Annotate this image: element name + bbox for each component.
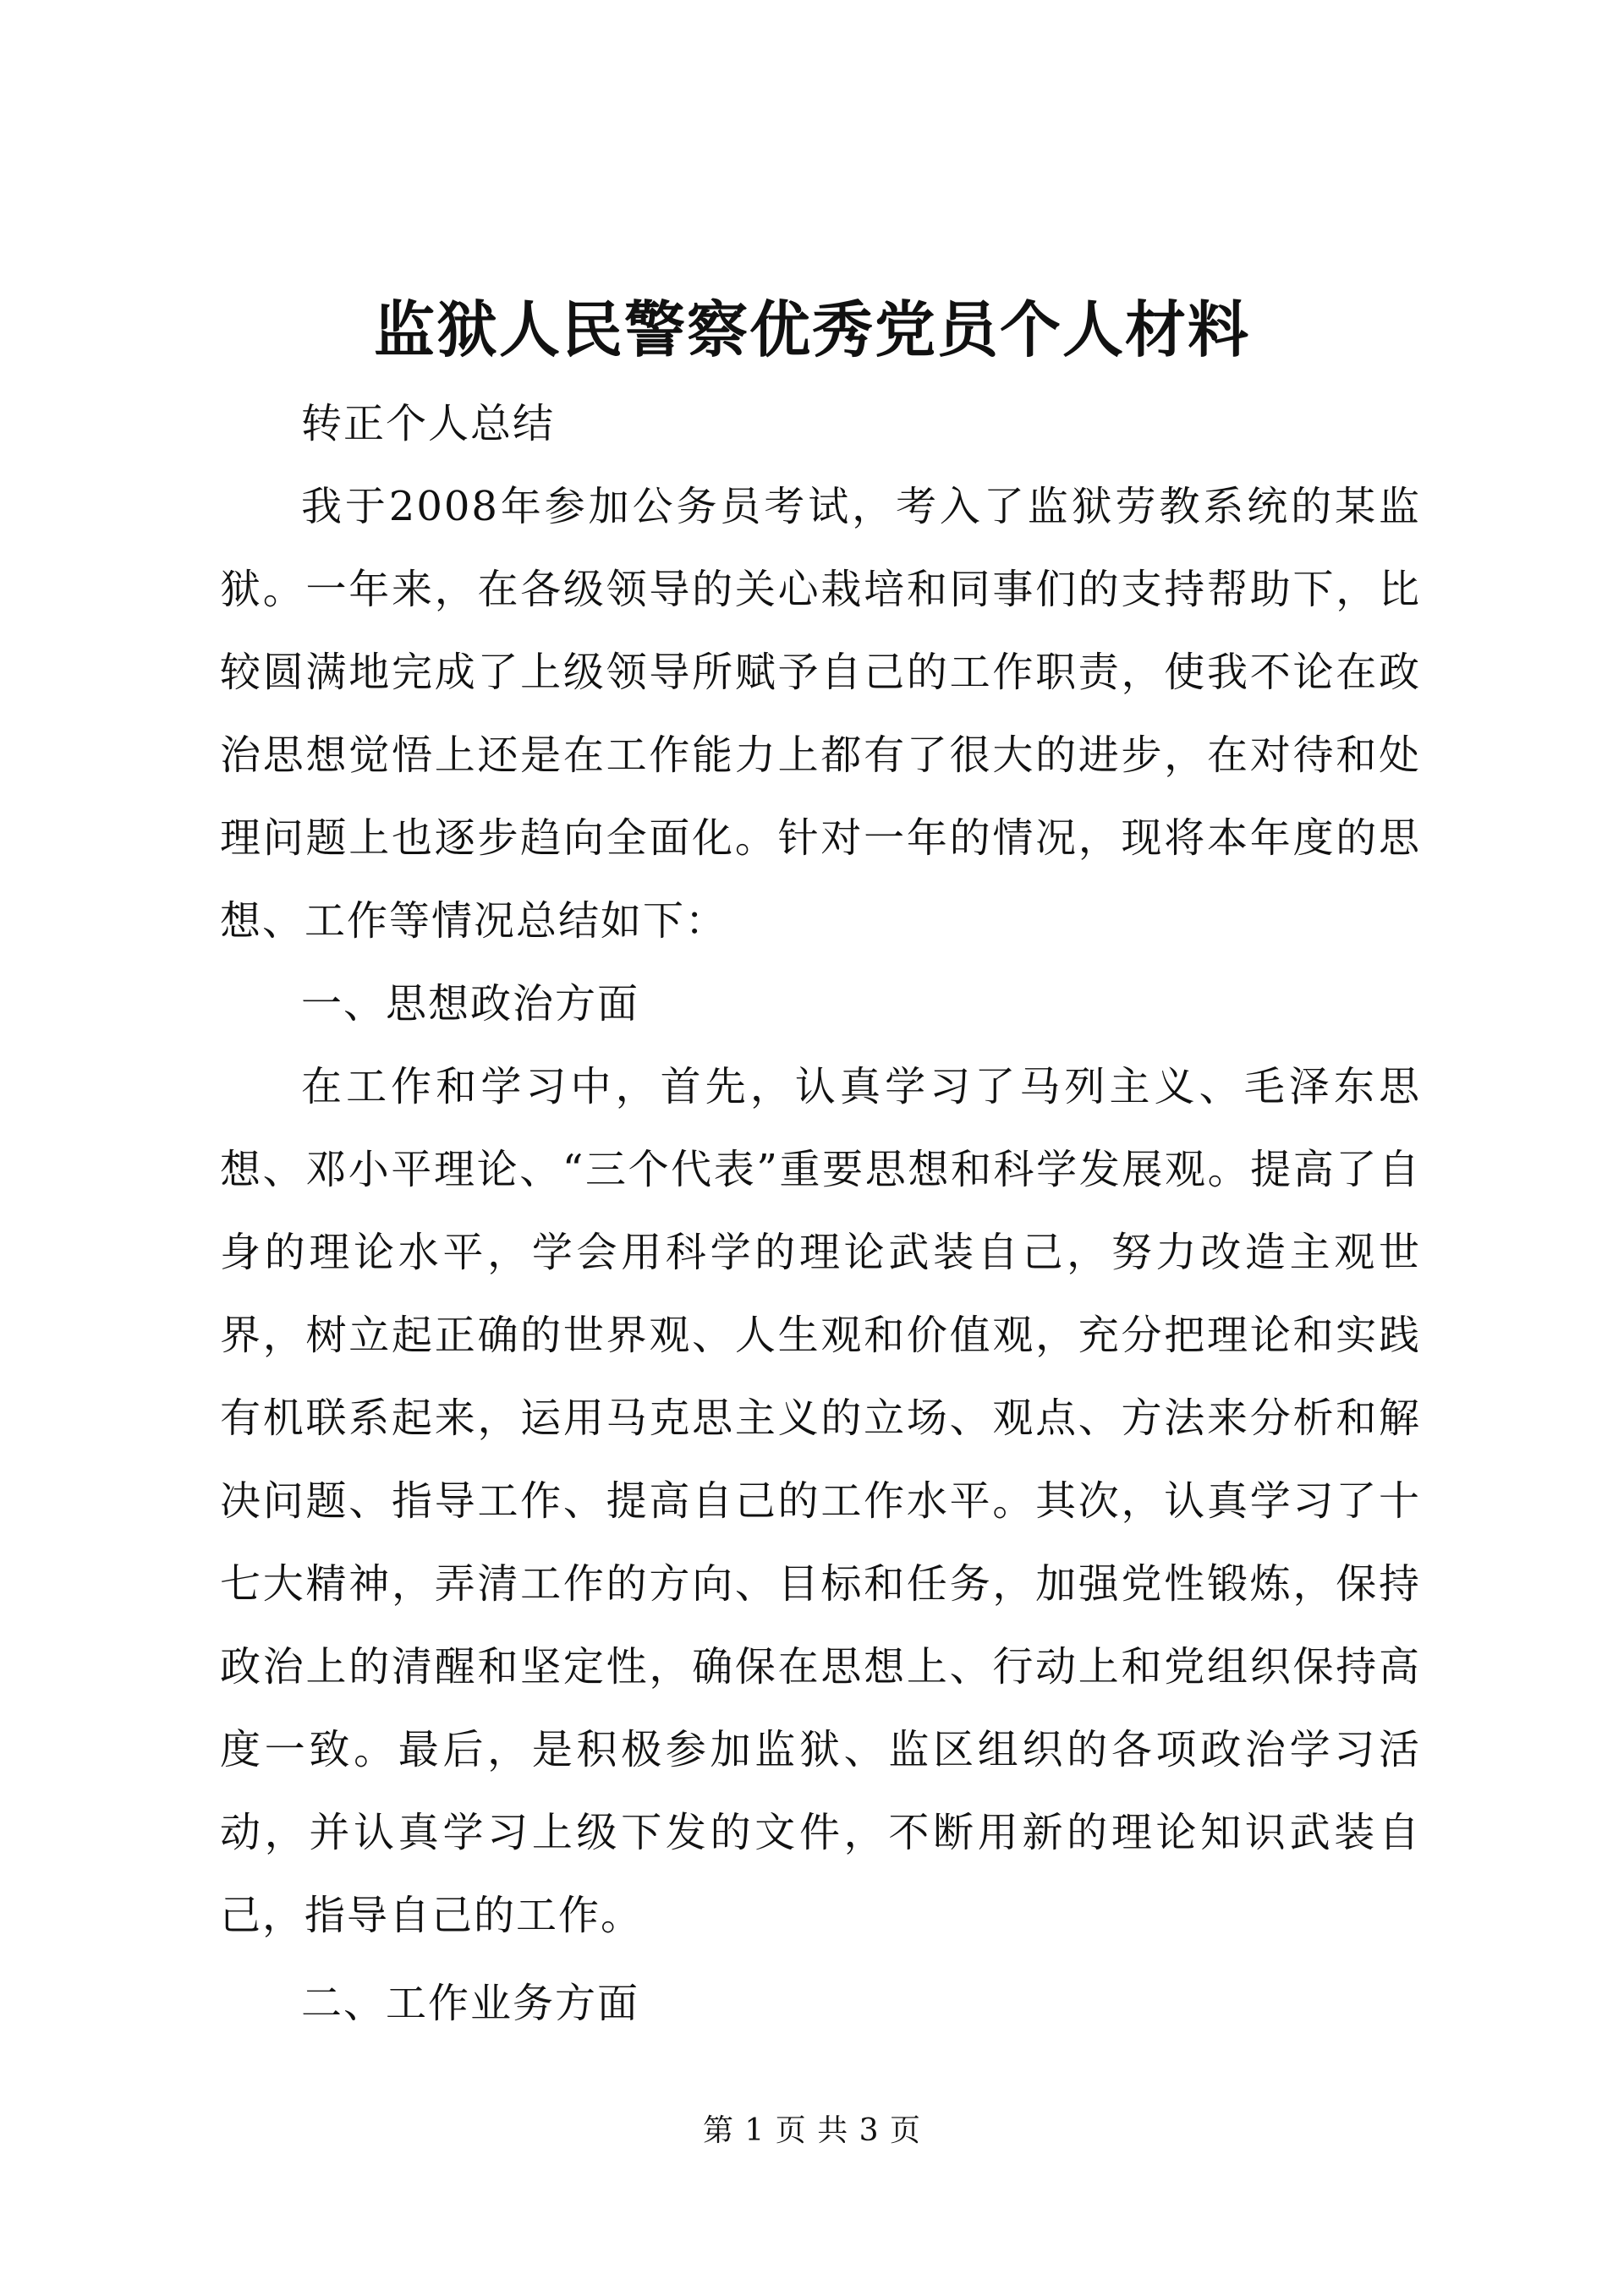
- paragraph-ideology: 在工作和学习中，首先，认真学习了马列主义、毛泽东思想、邓小平理论、“三个代表”重要思想和科学发展观。提高了自身的理论水平，学会用科学的理论武装自己，努力改造主观世界，树立起正确的世界观、人生观和价值观，充分把理论和实践有机联系起来，运用马克思主义的立场、观点、方法来分析和解决问题、指导工作、提高自己的工作水平。其次，认真学习了十七大精神，弄清工作的方向、目标和任务，加强党性锻炼，保持政治上的清醒和坚定性，确保在思想上、行动上和党组织保持高度一致。最后，是积极参加监狱、监区组织的各项政治学习活动，并认真学习上级下发的文件，不断用新的理论知识武装自己，指导自己的工作。: [220, 1063, 1421, 1939]
- document-body: [220, 382, 1421, 2045]
- section-heading-work: 二、工作业务方面: [301, 1980, 640, 2027]
- document-subtitle: 转正个人总结: [301, 400, 556, 447]
- section-heading-ideology: 一、思想政治方面: [301, 980, 640, 1027]
- page-number-footer: 第 1 页 共 3 页: [702, 2113, 922, 2148]
- document-title: 监狱人民警察优秀党员个人材料: [373, 293, 1250, 365]
- paragraph-intro: 我于2008年参加公务员考试，考入了监狱劳教系统的某监狱。一年来，在各级领导的关心栽培和同事们的支持帮助下，比较圆满地完成了上级领导所赋予自己的工作职责，使我不论在政治思想觉悟上还是在工作能力上都有了很大的进步，在对待和处理问题上也逐步趋向全面化。针对一年的情况，现将本年度的思想、工作等情况总结如下：: [220, 483, 1421, 945]
